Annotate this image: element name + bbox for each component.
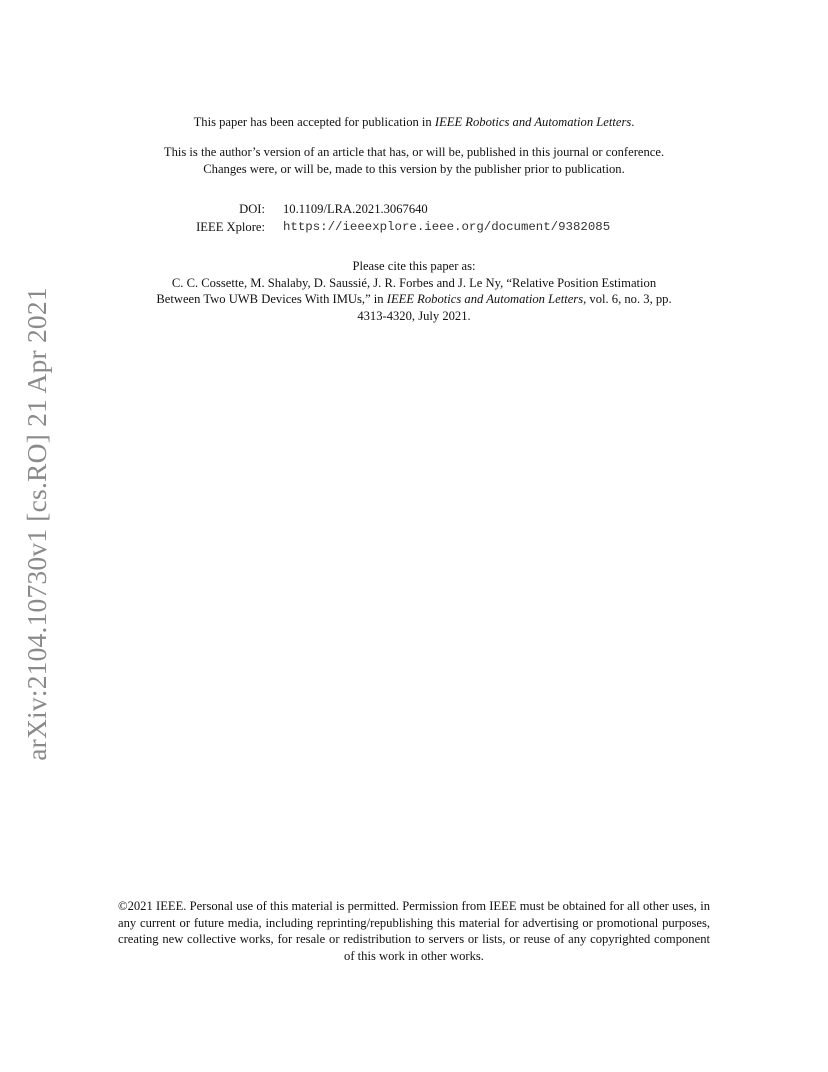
citation-block — [0, 258, 828, 324]
identifier-block — [0, 200, 828, 236]
copyright-notice: ©2021 IEEE. Personal use of this material is permitted. Permission from IEEE must be obtained for all other uses, in any current or future media, including reprinting/republishing this material for advertising or promotional purposes, creating new collective works, for resale or redistribution to servers or lists, or reuse of any copyrighted component of this work in other works. — [118, 899, 710, 963]
citation-line-3: 4313-4320, July 2021. — [357, 308, 471, 323]
acceptance-prefix: This paper has been accepted for publication in — [193, 115, 435, 129]
arxiv-identifier-stamp: arXiv:2104.10730v1 [cs.RO] 21 Apr 2021 — [21, 287, 52, 761]
citation-line-2-prefix: Between Two UWB Devices With IMUs,” in — [156, 292, 387, 306]
citation-line-2-suffix: , vol. 6, no. 3, pp. — [583, 292, 672, 306]
author-version-notice — [0, 144, 828, 177]
acceptance-journal: IEEE Robotics and Automation Letters — [434, 115, 632, 129]
xplore-link[interactable]: https://ieeexplore.ieee.org/document/9382085 — [283, 220, 611, 234]
citation-line-1: C. C. Cossette, M. Shalaby, D. Saussié, J. R. Forbes and J. Le Ny, “Relative Position Estimation — [171, 275, 657, 290]
acceptance-notice — [0, 114, 828, 131]
citation-journal: IEEE Robotics and Automation Letters — [386, 292, 584, 306]
doi-row — [0, 200, 828, 218]
author-version-line-1: This is the author’s version of an article that has, or will be, published in this journal or conference. — [163, 145, 665, 159]
citation-heading: Please cite this paper as: — [352, 259, 476, 273]
citation-line-2 — [0, 291, 828, 308]
xplore-label: IEEE Xplore: — [196, 220, 265, 234]
acceptance-suffix: . — [631, 115, 635, 129]
doi-value: 10.1109/LRA.2021.3067640 — [283, 202, 428, 216]
doi-label: DOI: — [239, 202, 265, 216]
author-version-line-2: Changes were, or will be, made to this version by the publisher prior to publication. — [203, 161, 625, 176]
xplore-row — [0, 218, 828, 236]
